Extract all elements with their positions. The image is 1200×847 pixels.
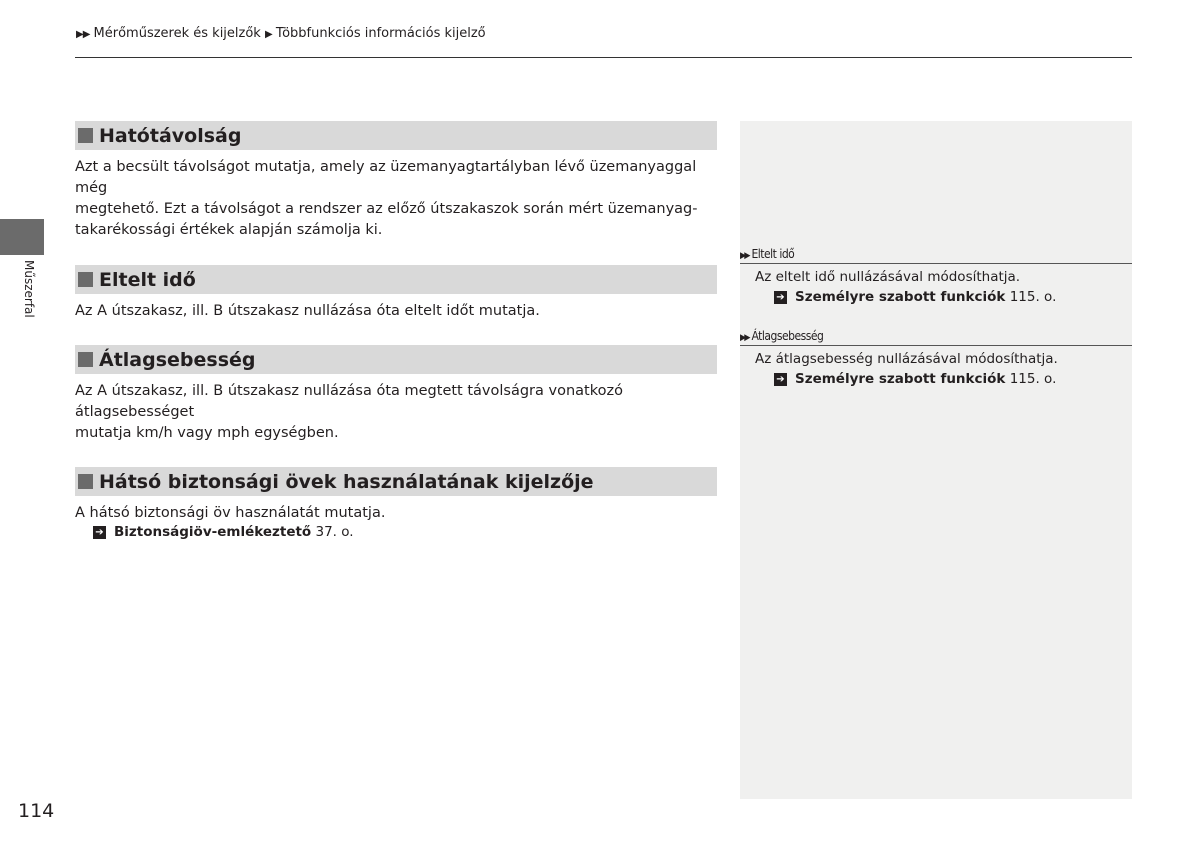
square-icon bbox=[78, 352, 93, 367]
breadcrumb-item-meters[interactable]: Mérőműszerek és kijelzők bbox=[93, 26, 261, 41]
breadcrumb-arrow-icon: ▶ bbox=[264, 29, 272, 40]
breadcrumb-arrow-icon: ▶▶ bbox=[76, 29, 90, 40]
square-icon bbox=[78, 272, 93, 287]
note-title bbox=[740, 243, 1132, 264]
xref-page: 115. o. bbox=[1009, 289, 1057, 305]
note-avg-speed bbox=[740, 325, 1132, 389]
section-heading-range bbox=[75, 121, 717, 150]
section-heading-avg-speed bbox=[75, 345, 717, 374]
section-title: Hátsó biztonsági övek használatának kijelzője bbox=[99, 470, 594, 493]
text-line: takarékossági értékek alapján számolja ki. bbox=[75, 222, 383, 238]
xref-label: Személyre szabott funkciók bbox=[795, 289, 1006, 305]
section-title: Hatótávolság bbox=[99, 124, 242, 147]
text-line: mutatja km/h vagy mph egységben. bbox=[75, 425, 339, 441]
arrow-box-icon: ➔ bbox=[774, 291, 787, 304]
text-line: Az A útszakasz, ill. B útszakasz nullázása óta megtett távolságra vonatkozó átlagsebességet bbox=[75, 383, 623, 420]
text-line: megtehető. Ezt a távolságot a rendszer az előző útszakaszok során mért üzemanyag- bbox=[75, 201, 698, 217]
note-title bbox=[740, 325, 1132, 346]
note-cross-reference[interactable] bbox=[774, 369, 1132, 389]
breadcrumb-item-mid[interactable]: Többfunkciós információs kijelző bbox=[275, 26, 486, 41]
text-line: Az A útszakasz, ill. B útszakasz nullázása óta eltelt időt mutatja. bbox=[75, 303, 540, 319]
section-text bbox=[75, 503, 717, 524]
section-text bbox=[75, 157, 717, 241]
text-line: A hátsó biztonsági öv használatát mutatja. bbox=[75, 505, 386, 521]
section-heading-elapsed bbox=[75, 265, 717, 294]
double-chevron-icon: ▶▶ bbox=[740, 333, 749, 343]
xref-page: 37. o. bbox=[315, 524, 354, 540]
square-icon bbox=[78, 128, 93, 143]
arrow-box-icon: ➔ bbox=[93, 526, 106, 539]
double-chevron-icon: ▶▶ bbox=[740, 251, 749, 261]
section-title: Átlagsebesség bbox=[99, 348, 256, 371]
arrow-box-icon: ➔ bbox=[774, 373, 787, 386]
note-elapsed bbox=[740, 243, 1132, 307]
xref-label: Biztonságiöv-emlékeztető bbox=[114, 524, 312, 540]
header-rule bbox=[75, 57, 1132, 58]
section-text bbox=[75, 381, 717, 444]
chapter-label: Műszerfal bbox=[22, 260, 36, 318]
note-text: Az eltelt idő nullázásával módosíthatja. bbox=[755, 269, 1021, 285]
breadcrumb bbox=[76, 26, 486, 41]
note-title-text: Eltelt idő bbox=[751, 247, 795, 261]
note-title-text: Átlagsebesség bbox=[751, 329, 824, 343]
section-text bbox=[75, 301, 717, 322]
note-cross-reference[interactable] bbox=[774, 287, 1132, 307]
note-text: Az átlagsebesség nullázásával módosíthatja. bbox=[755, 351, 1058, 367]
section-heading-rear-belt bbox=[75, 467, 717, 496]
main-content bbox=[75, 121, 717, 540]
page-number: 114 bbox=[18, 800, 55, 822]
section-title: Eltelt idő bbox=[99, 268, 196, 291]
square-icon bbox=[78, 474, 93, 489]
xref-label: Személyre szabott funkciók bbox=[795, 371, 1006, 387]
notes-sidebar bbox=[740, 121, 1132, 799]
cross-reference-link[interactable] bbox=[75, 524, 717, 540]
chapter-tab bbox=[0, 219, 44, 255]
text-line: Azt a becsült távolságot mutatja, amely az üzemanyagtartályban lévő üzemanyaggal még bbox=[75, 159, 697, 196]
xref-page: 115. o. bbox=[1009, 371, 1057, 387]
